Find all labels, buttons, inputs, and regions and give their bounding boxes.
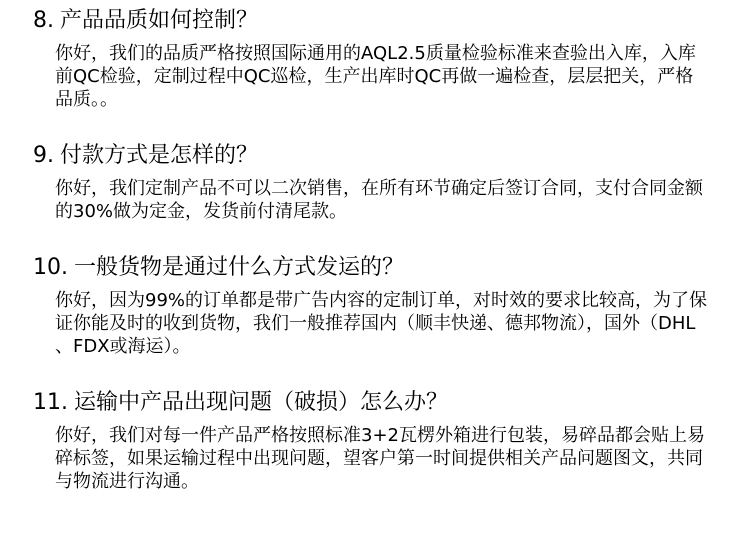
faq-question	[33, 392, 720, 414]
faq-answer	[55, 289, 720, 358]
answer-line: 你好，我们的品质严格按照国际通用的AQL2.5质量检验标准来查验出入库，入库	[55, 43, 696, 64]
question-number: 10.	[33, 255, 68, 280]
question-text: 付款方式是怎样的？	[60, 143, 259, 168]
question-text: 产品品质如何控制？	[60, 8, 259, 33]
faq-question	[33, 257, 720, 279]
faq-item-q8	[33, 10, 720, 111]
question-text: 一般货物是通过什么方式发运的？	[74, 255, 405, 280]
faq-item-q11	[33, 392, 720, 493]
faq-item-q9	[33, 145, 720, 223]
answer-line: 你好，我们对每一件产品严格按照标准3+2瓦楞外箱进行包装，易碎品都会贴上易	[55, 425, 705, 446]
faq-question	[33, 10, 720, 32]
question-number: 9.	[33, 143, 54, 168]
faq-answer	[55, 424, 720, 493]
question-text: 运输中产品出现问题（破损）怎么办？	[74, 390, 449, 415]
answer-line: 的30%做为定金，发货前付清尾款。	[55, 201, 348, 222]
faq-question	[33, 145, 720, 167]
answer-line: 前QC检验，定制过程中QC巡检，生产出库时QC再做一遍检查，层层把关，严格	[55, 66, 694, 87]
faq-answer	[55, 42, 720, 111]
answer-line: 证你能及时的收到货物，我们一般推荐国内（顺丰快递、德邦物流），国外（DHL	[55, 313, 696, 334]
answer-line: 你好，因为99%的订单都是带广告内容的定制订单，对时效的要求比较高，为了保	[55, 290, 708, 311]
answer-line: 、FDX或海运）。	[55, 336, 191, 357]
answer-line: 碎标签，如果运输过程中出现问题，望客户第一时间提供相关产品问题图文，共同	[55, 448, 703, 469]
question-number: 11.	[33, 390, 68, 415]
answer-line: 你好，我们定制产品不可以二次销售，在所有环节确定后签订合同，支付合同金额	[55, 178, 703, 199]
answer-line: 品质。。	[55, 89, 118, 110]
question-number: 8.	[33, 8, 54, 33]
faq-item-q10	[33, 257, 720, 358]
faq-answer	[55, 177, 720, 223]
answer-line: 与物流进行沟通。	[55, 471, 199, 492]
